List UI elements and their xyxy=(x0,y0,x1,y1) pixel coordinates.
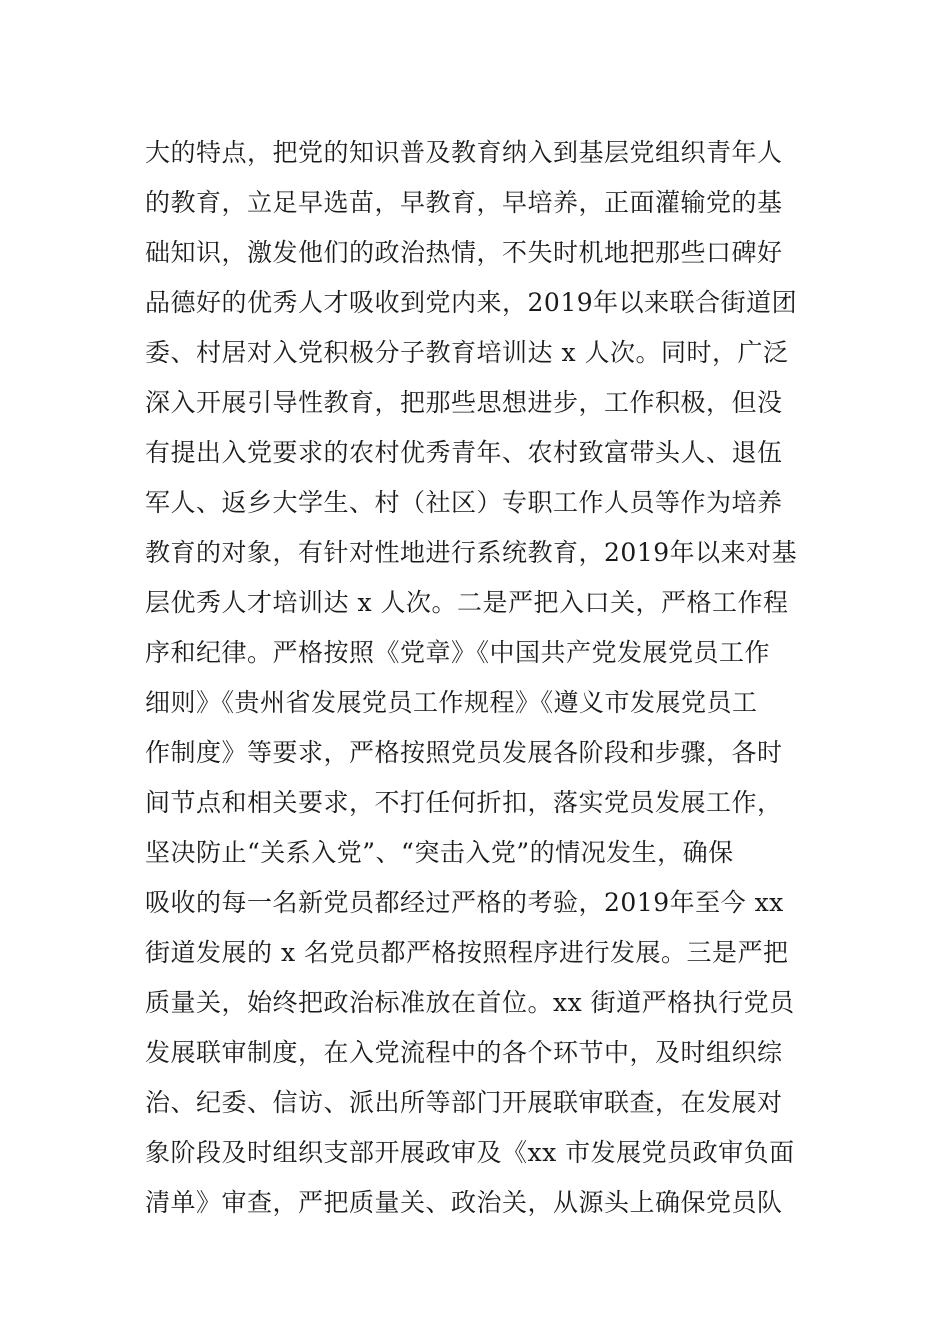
text-line: 有提出入党要求的农村优秀青年、农村致富带头人、退伍 xyxy=(145,438,783,467)
text-line: 质量关，始终把政治标准放在首位。xx 街道严格执行党员 xyxy=(145,988,795,1017)
text-line: 间节点和相关要求，不打任何折扣，落实党员发展工作， xyxy=(145,788,783,817)
body-paragraph xyxy=(145,128,815,1228)
text-line: 象阶段及时组织支部开展政审及《xx 市发展党员政审负面 xyxy=(145,1138,795,1167)
text-line: 清单》审查，严把质量关、政治关，从源头上确保党员队 xyxy=(145,1188,783,1217)
text-line: 础知识，激发他们的政治热情，不失时机地把那些口碑好 xyxy=(145,238,783,267)
text-line: 坚决防止“关系入党”、“突击入党”的情况发生，确保 xyxy=(145,838,734,867)
text-line: 细则》《贵州省发展党员工作规程》《遵义市发展党员工 xyxy=(145,688,758,717)
text-line: 教育的对象，有针对性地进行系统教育，2019年以来对基 xyxy=(145,538,798,567)
text-line: 街道发展的 x 名党员都严格按照程序进行发展。三是严把 xyxy=(145,938,789,967)
text-line: 深入开展引导性教育，把那些思想进步，工作积极，但没 xyxy=(145,388,783,417)
text-line: 委、村居对入党积极分子教育培训达 x 人次。同时，广泛 xyxy=(145,338,789,367)
text-line: 的教育，立足早选苗，早教育，早培养，正面灌输党的基 xyxy=(145,188,783,217)
text-line: 序和纪律。严格按照《党章》《中国共产党发展党员工作 xyxy=(145,638,771,667)
text-line: 治、纪委、信访、派出所等部门开展联审联查，在发展对 xyxy=(145,1088,783,1117)
text-line: 作制度》等要求，严格按照党员发展各阶段和步骤，各时 xyxy=(145,738,783,767)
text-line: 军人、返乡大学生、村（社区）专职工作人员等作为培养 xyxy=(145,488,783,517)
text-line: 发展联审制度，在入党流程中的各个环节中，及时组织综 xyxy=(145,1038,783,1067)
text-line: 大的特点，把党的知识普及教育纳入到基层党组织青年人 xyxy=(145,138,783,167)
text-line: 层优秀人才培训达 x 人次。二是严把入口关，严格工作程 xyxy=(145,588,789,617)
text-line: 吸收的每一名新党员都经过严格的考验，2019年至今 xx xyxy=(145,888,784,917)
text-line: 品德好的优秀人才吸收到党内来，2019年以来联合街道团 xyxy=(145,288,798,317)
